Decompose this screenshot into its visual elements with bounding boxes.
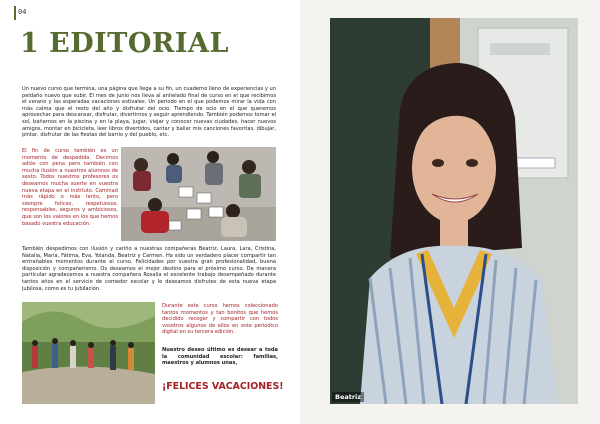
- felices-vacaciones-heading: ¡FELICES VACACIONES!: [162, 381, 284, 392]
- portrait-photo: [330, 18, 578, 404]
- page-number: 04: [18, 8, 27, 16]
- wish-paragraph: Nuestro deseo último es desear a toda la comunidad escolar: familias, maestros y alumnos unas,: [162, 347, 278, 367]
- farewell-paragraph: El fin de curso también es un momento de despedida. Decimos adiós con pena pero también con mucha ilusión a nuestros alumnos de sexto. Todos nuestros profesores os deseamos mucha suerte en vuestra nueva etapa en el instituto. Caminad más rápido o más lento, pero siempre felices, respetuosos, responsables, seguros y ambiciosos, que son los valores en los que hemos basado vuestra educación.: [22, 148, 118, 227]
- intro-paragraph: Un nuevo curso que termina, una página que llega a su fin, un cuaderno lleno de experiencias y un peldaño nuevo que subir. El mes de junio nos lleva al anhelado final de curso en el que recibimos el verano y las esperadas vacaciones estivales. Un periodo en el que podemos mirar la vida con más calma que el resto del año y disfrutar del ocio. Tiempo de ocio en el que queremos aprovechar para descansar, disfrutar, divertirnos y seguir aprendiendo. También podemos tomar el sol, bañarnos en la piscina y en la playa, jugar, viajar y conocer nuevas ciudades, hacer nuevos amigos, montar en bicicleta, leer libros divertidos, cantar y bailar mis canciones favoritas, dibujar, pintar, disfrutar de las fiestas del barrio y del pueblo, etc.: [22, 86, 276, 139]
- classroom-photo: [121, 147, 276, 241]
- thanks-paragraph: También despedimos con ilusión y cariño a nuestras compañeras Beatriz, Laura, Lara, Cristina, Natalia, María, Fátima, Eva, Yolanda, Beatriz y Carmen. Ha sido un verdadero placer compartir tan entrañables momentos durante el curso. Felicidades por vuestra gran profesionalidad, buena disposición y compañerismo. Os deseamos el mejor destino para el próximo curso. De manera particular agradecemos a nuestra compañera Rosalía el excelente trabajo desempeñado durante tantos años en el servicio de comedor escolar y le deseamos disfrutes de esta nueva etapa jubilosa, como es tu jubilación.: [22, 246, 276, 292]
- portrait-caption: Beatriz: [332, 392, 364, 402]
- page-number-bar: [14, 6, 16, 20]
- page-title: 1 EDITORIAL: [20, 28, 229, 59]
- hike-photo: [22, 302, 155, 404]
- memories-paragraph: Durante este curso hemos coleccionado tantos momentos y tan bonitos que hemos decidido recoger y compartir con todos vosotros algunos de ellos en este periódico digital en su tercera edición.: [162, 303, 278, 336]
